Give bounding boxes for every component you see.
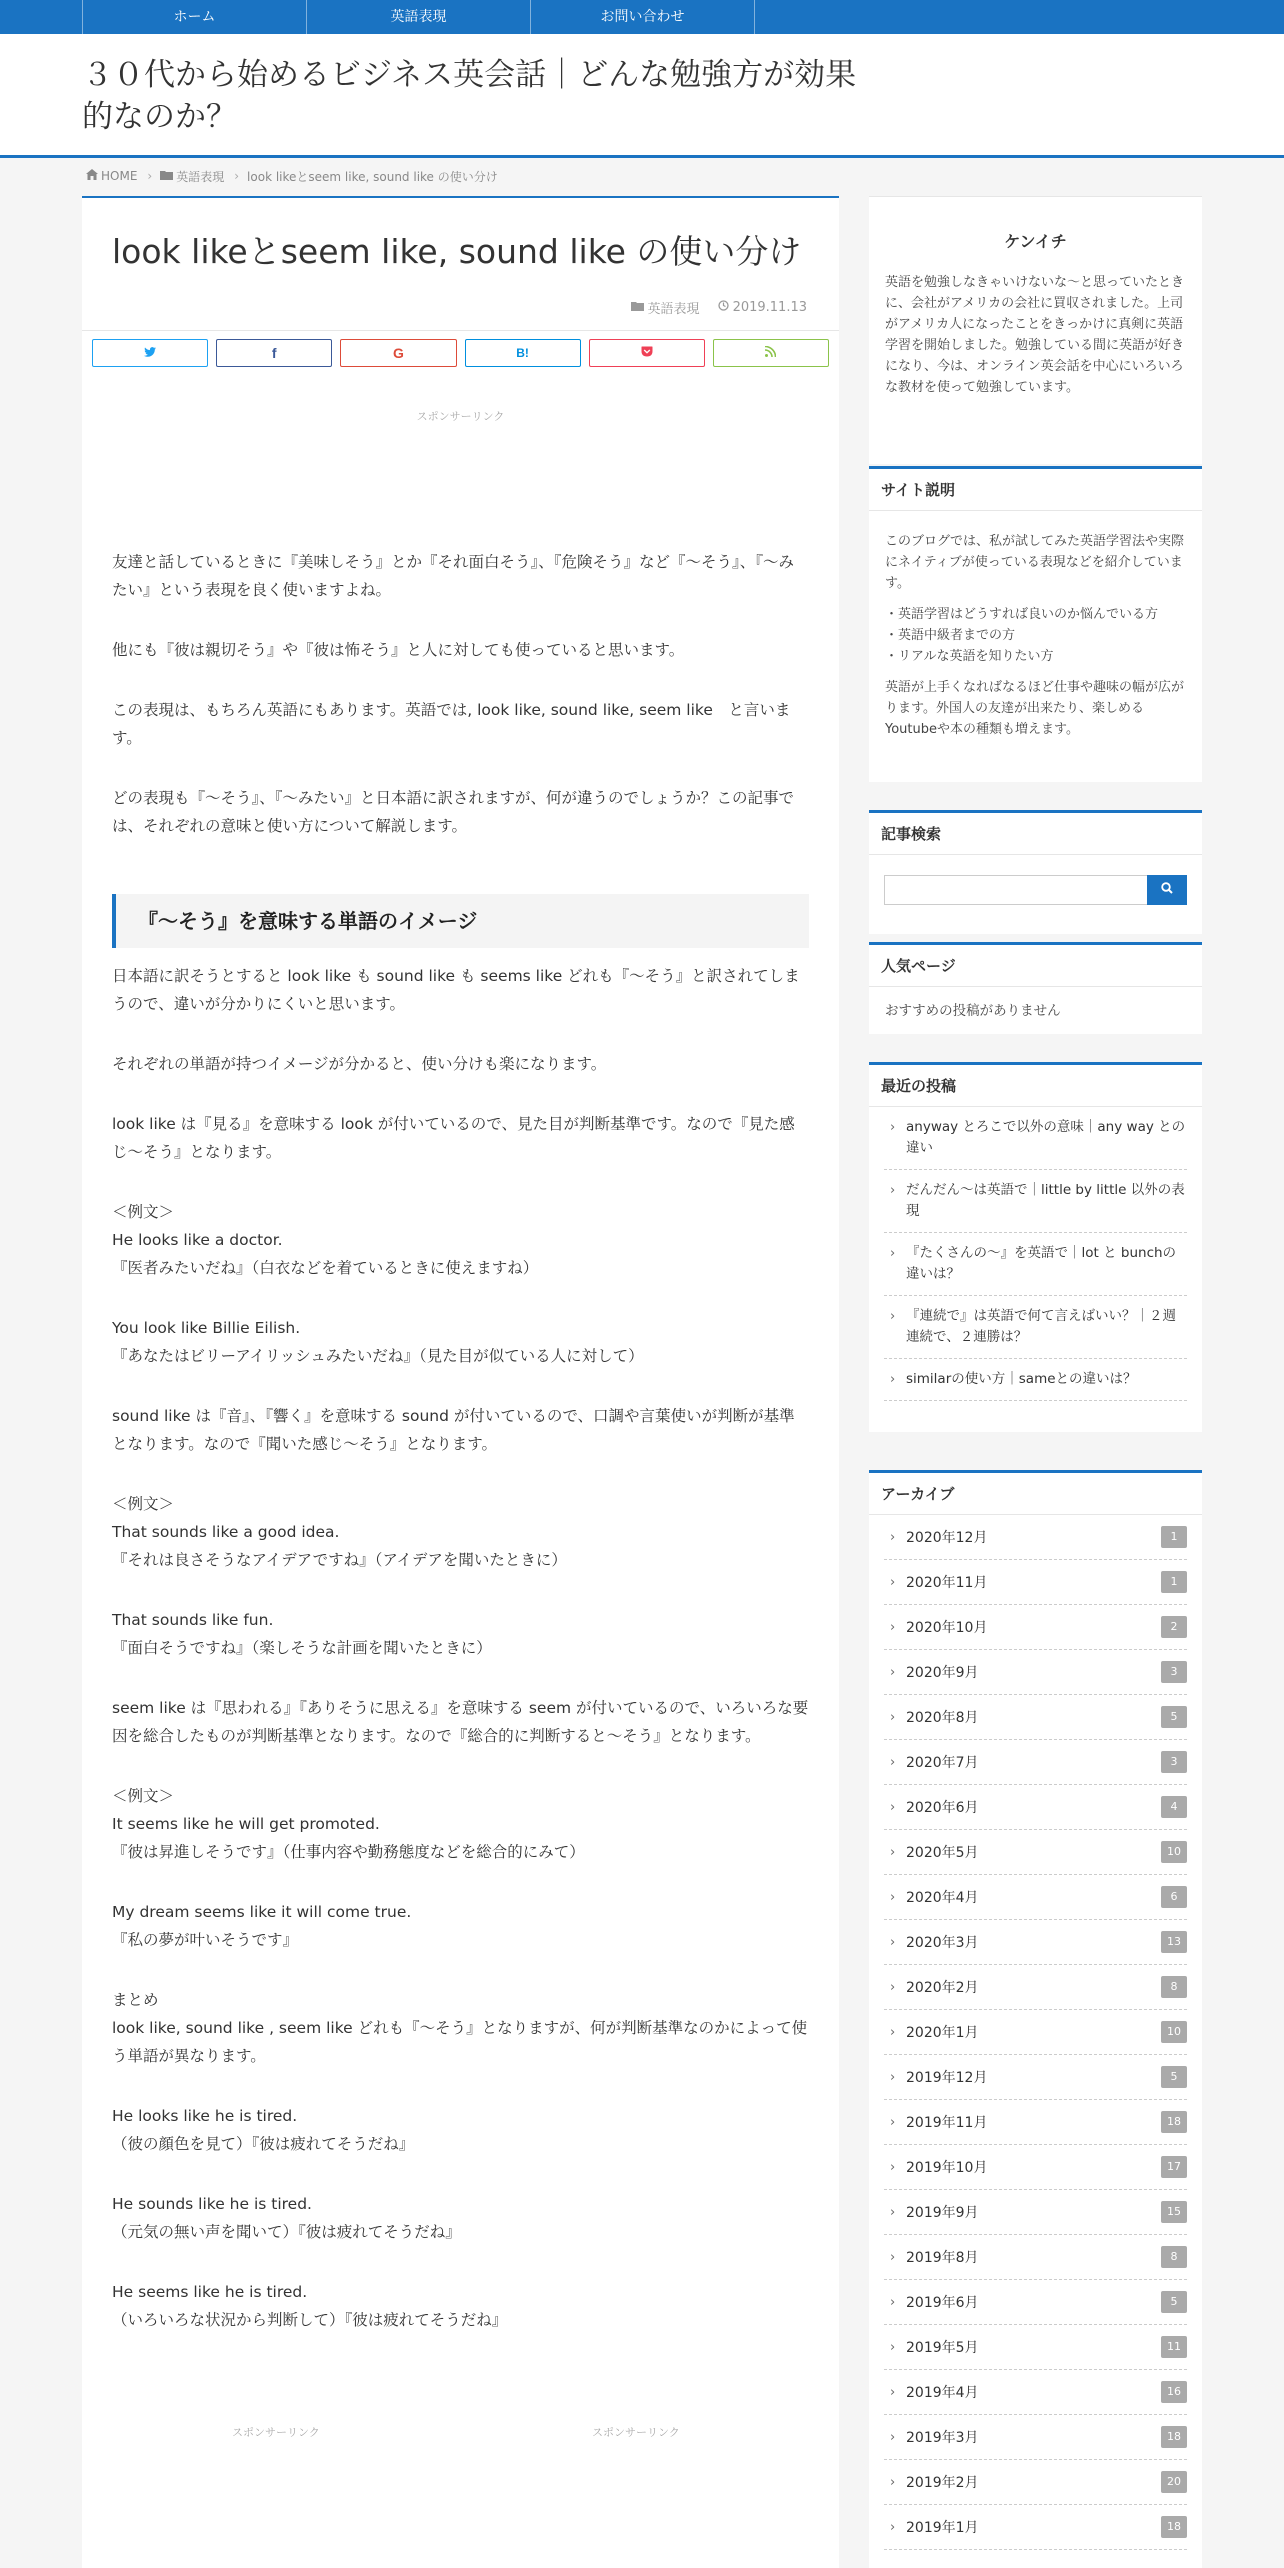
chevron-right-icon: › (890, 2114, 896, 2130)
popular-empty-text: おすすめの投稿がありません (885, 1003, 1061, 1019)
chevron-right-icon: › (890, 1844, 896, 1860)
archive-count-badge: 20 (1161, 2471, 1187, 2493)
site-title[interactable]: ３０代から始めるビジネス英会話｜どんな勉強方が効果的なのか？ (82, 57, 857, 135)
search-button[interactable] (1147, 875, 1187, 905)
share-twitter-button[interactable] (92, 339, 208, 367)
chevron-right-icon: › (234, 169, 240, 183)
rss-icon (765, 345, 776, 361)
chevron-right-icon: › (890, 1799, 896, 1815)
recent-post-title: similarの使い方｜sameとの違いは？ (906, 1371, 1137, 1387)
archive-item[interactable] (884, 2145, 1187, 2190)
archive-label: 2020年6月 (906, 1800, 979, 1816)
chevron-right-icon: › (890, 2069, 896, 2085)
archive-label: 2020年10月 (906, 1620, 988, 1636)
paragraph (112, 1606, 809, 1662)
archive-item[interactable] (884, 2235, 1187, 2280)
archive-label: 2020年5月 (906, 1845, 979, 1861)
archive-count-badge: 4 (1161, 1796, 1187, 1818)
search-widget (869, 810, 1202, 934)
archive-item[interactable] (884, 1650, 1187, 1695)
chevron-right-icon: › (890, 1372, 896, 1387)
archive-count-badge: 11 (1161, 2336, 1187, 2358)
paragraph-line: まとめ (112, 1991, 159, 2009)
archive-item[interactable] (884, 1875, 1187, 1920)
archive-count-badge: 13 (1161, 1931, 1187, 1953)
archive-count-badge: 15 (1161, 2201, 1187, 2223)
paragraph-line: 『医者みたいだね』（白衣などを着ているときに使えますね） (112, 1259, 539, 1277)
paragraph (112, 1110, 809, 1166)
archive-label: 2019年12月 (906, 2070, 988, 2086)
archive-count-badge: 17 (1161, 2156, 1187, 2178)
paragraph-line: ＜例文＞ (112, 1787, 175, 1805)
recent-post-link[interactable] (884, 1107, 1187, 1170)
archive-item[interactable] (884, 1605, 1187, 1650)
archive-count-badge: 18 (1161, 2111, 1187, 2133)
chevron-right-icon: › (147, 169, 153, 183)
archive-count-badge: 3 (1161, 1661, 1187, 1683)
archive-label: 2020年11月 (906, 1575, 988, 1591)
archive-count-badge: 1 (1161, 1571, 1187, 1593)
archive-label: 2019年10月 (906, 2160, 988, 2176)
popular-widget (869, 942, 1202, 1034)
paragraph-line: sound like は『音』、『響く』を意味する sound が付いているので、口調や言葉使いが判断が基準となります。なので『聞いた感じ〜そう』となります。 (112, 1407, 795, 1453)
widget-title: アーカイブ (869, 1473, 1202, 1515)
archive-widget (869, 1470, 1202, 2568)
archive-item[interactable] (884, 1515, 1187, 1560)
archive-label: 2020年2月 (906, 1980, 979, 1996)
archive-item[interactable] (884, 2460, 1187, 2505)
about-widget (869, 466, 1202, 782)
paragraph (112, 1782, 809, 1866)
post-category[interactable]: 英語表現 (647, 302, 700, 317)
archive-count-badge: 16 (1161, 2381, 1187, 2403)
archive-item[interactable] (884, 2325, 1187, 2370)
about-list-item: ・英語中級者までの方 (885, 628, 1016, 643)
chevron-right-icon: › (890, 1246, 896, 1261)
facebook-icon: f (271, 345, 277, 361)
profile-widget (869, 196, 1202, 464)
breadcrumb-category[interactable]: 英語表現 (176, 169, 225, 184)
paragraph-line: It seems like he will get promoted. (112, 1815, 380, 1833)
paragraph-line: 『私の夢が叶いそうです』 (112, 1931, 299, 1949)
archive-label: 2020年4月 (906, 1890, 979, 1906)
folder-icon (160, 169, 173, 183)
archive-item[interactable] (884, 1740, 1187, 1785)
archive-label: 2019年2月 (906, 2475, 979, 2491)
archive-count-badge: 8 (1161, 1976, 1187, 1998)
archive-count-badge: 10 (1161, 1841, 1187, 1863)
paragraph (112, 2102, 809, 2158)
about-list-item: ・英語学習はどうすれば良いのか悩んでいる方 (885, 607, 1159, 622)
chevron-right-icon: › (890, 2519, 896, 2535)
archive-item[interactable] (884, 1830, 1187, 1875)
site-header (0, 34, 1284, 158)
share-feed-button[interactable] (713, 339, 829, 367)
paragraph-line: My dream seems like it will come true. (112, 1903, 412, 1921)
paragraph-line: He seems like he is tired. (112, 2283, 308, 2301)
google-icon: G (392, 345, 404, 361)
archive-item[interactable] (884, 2280, 1187, 2325)
profile-text: 英語を勉強しなきゃいけないな〜と思っていたときに、会社がアメリカの会社に買収されました。上司がアメリカ人になったことをきっかけに真剣に英語学習を開始しました。勉強している間に英語が好きになり、今は、オンライン英会話を中心にいろいろな教材を使って勉強しています。 (885, 275, 1185, 395)
archive-item[interactable] (884, 2370, 1187, 2415)
chevron-right-icon: › (890, 1574, 896, 1590)
share-hatena-button[interactable] (465, 339, 581, 367)
paragraph: どの表現も『〜そう』、『〜みたい』と日本語に訳されますが、何が違うのでしょうか？この記事では、それぞれの意味と使い方について解説します。 (112, 789, 795, 835)
archive-label: 2020年1月 (906, 2025, 979, 2041)
paragraph (112, 1402, 809, 1458)
paragraph (112, 962, 809, 1018)
paragraph (112, 1898, 809, 1954)
twitter-icon (144, 345, 156, 361)
archive-item[interactable] (884, 2505, 1187, 2550)
archive-item[interactable] (884, 2010, 1187, 2055)
profile-name: ケンイチ (1004, 232, 1067, 251)
post-meta (631, 298, 807, 317)
paragraph-line: 日本語に訳そうとすると look like も sound like も seems like どれも『〜そう』と訳されてしまうので、違いが分かりにくいと思います。 (112, 967, 800, 1013)
archive-item[interactable] (884, 1920, 1187, 1965)
article (82, 196, 839, 2568)
divider (82, 330, 839, 331)
paragraph-line: He looks like a doctor. (112, 1231, 283, 1249)
archive-count-badge: 3 (1161, 1751, 1187, 1773)
archive-count-badge: 5 (1161, 2291, 1187, 2313)
paragraph (112, 2190, 809, 2246)
post-title: look likeとseem like, sound like の使い分け (112, 232, 802, 271)
archive-count-badge: 18 (1161, 2426, 1187, 2448)
archive-item[interactable] (884, 1560, 1187, 1605)
search-icon (1161, 882, 1173, 898)
archive-count-badge: 5 (1161, 2066, 1187, 2088)
paragraph (112, 1314, 809, 1370)
archive-item[interactable] (884, 1965, 1187, 2010)
sponsored-label: スポンサーリンク (416, 410, 505, 423)
archive-label: 2019年6月 (906, 2295, 979, 2311)
paragraph-line: （元気の無い声を聞いて）『彼は疲れてそうだね』 (112, 2223, 461, 2241)
paragraph: この表現は、もちろん英語にもあります。英語では, look like, sound like, seem like と言います。 (112, 701, 791, 747)
breadcrumb (86, 166, 506, 186)
article-body (112, 962, 809, 2366)
about-text: 英語が上手くなればなるほど仕事や趣味の幅が広がります。外国人の友達が出来たり、楽しめるYoutubeや本の種類も増えます。 (885, 680, 1185, 737)
top-nav (0, 0, 1284, 34)
paragraph-line: （いろいろな状況から判断して）『彼は疲れてそうだね』 (112, 2311, 508, 2329)
widget-title: サイト説明 (869, 469, 1202, 511)
paragraph (112, 1198, 809, 1282)
chevron-right-icon: › (890, 2429, 896, 2445)
paragraph-line: ＜例文＞ (112, 1203, 175, 1221)
paragraph (112, 2278, 809, 2334)
paragraph (112, 1490, 809, 1574)
article-intro (112, 548, 809, 840)
chevron-right-icon: › (890, 2204, 896, 2220)
paragraph-line: seem like は『思われる』『ありそうに思える』を意味する seem が付いているので、いろいろな要因を総合したものが判断基準となります。なので『総合的に判断すると〜そう』となります。 (112, 1699, 809, 1745)
pocket-icon (641, 345, 653, 361)
archive-label: 2020年12月 (906, 1530, 988, 1546)
recent-post-link[interactable] (884, 1359, 1187, 1401)
chevron-right-icon: › (890, 2339, 896, 2355)
chevron-right-icon: › (890, 1529, 896, 1545)
archive-count-badge: 10 (1161, 2021, 1187, 2043)
post-date: 2019.11.13 (732, 300, 807, 315)
recent-post-link[interactable] (884, 1233, 1187, 1296)
share-buttons (92, 339, 829, 367)
recent-post-link[interactable] (884, 1170, 1187, 1233)
recent-posts-widget (869, 1062, 1202, 1432)
paragraph-line: That sounds like a good idea. (112, 1523, 340, 1541)
paragraph (112, 1694, 809, 1750)
paragraph-line: それぞれの単語が持つイメージが分かると、使い分けも楽になります。 (112, 1055, 607, 1073)
recent-post-title: だんだん〜は英語で｜little by little 以外の表現 (906, 1182, 1185, 1219)
archive-label: 2019年11月 (906, 2115, 988, 2131)
breadcrumb-home[interactable]: HOME (101, 169, 138, 183)
archive-label: 2020年7月 (906, 1755, 979, 1771)
sponsored-label: スポンサーリンク (592, 2426, 680, 2439)
share-google-button[interactable] (340, 339, 456, 367)
nav-item-home[interactable]: ホーム (83, 0, 307, 34)
section-heading: 『〜そう』を意味する単語のイメージ (112, 894, 809, 948)
share-pocket-button[interactable] (589, 339, 705, 367)
paragraph-line: ＜例文＞ (112, 1495, 175, 1513)
archive-label: 2020年8月 (906, 1710, 979, 1726)
archive-count-badge: 2 (1161, 1616, 1187, 1638)
archive-item[interactable] (884, 1785, 1187, 1830)
paragraph (112, 1986, 809, 2070)
paragraph-line: You look like Billie Eilish. (112, 1319, 301, 1337)
home-icon (86, 169, 98, 183)
paragraph-line: look like は『見る』を意味する look が付いているので、見た目が判断基準です。なので『見た感じ〜そう』となります。 (112, 1115, 795, 1161)
hatena-icon: B! (516, 346, 529, 360)
recent-post-title: 『たくさんの〜』を英語で｜lot と bunchの違いは？ (906, 1245, 1177, 1282)
archive-count-badge: 6 (1161, 1886, 1187, 1908)
chevron-right-icon: › (890, 2249, 896, 2265)
archive-count-badge: 8 (1161, 2246, 1187, 2268)
paragraph: 他にも『彼は親切そう』や『彼は怖そう』と人に対しても使っていると思います。 (112, 641, 685, 659)
sponsored-label: スポンサーリンク (232, 2426, 320, 2439)
archive-item[interactable] (884, 2055, 1187, 2100)
about-list-item: ・リアルな英語を知りたい方 (885, 649, 1054, 664)
archive-item[interactable] (884, 2100, 1187, 2145)
chevron-right-icon: › (890, 2159, 896, 2175)
share-facebook-button[interactable] (216, 339, 332, 367)
archive-item[interactable] (884, 1695, 1187, 1740)
chevron-right-icon: › (890, 1709, 896, 1725)
nav-item-contact[interactable]: お問い合わせ (531, 0, 755, 34)
chevron-right-icon: › (890, 1889, 896, 1905)
paragraph-line: 『彼は昇進しそうです』（仕事内容や勤務態度などを総合的にみて） (112, 1843, 585, 1861)
archive-count-badge: 5 (1161, 1706, 1187, 1728)
archive-label: 2019年5月 (906, 2340, 979, 2356)
recent-post-link[interactable] (884, 1296, 1187, 1359)
archive-label: 2019年8月 (906, 2250, 979, 2266)
chevron-right-icon: › (890, 2384, 896, 2400)
paragraph-line: （彼の顔色を見て）『彼は疲れてそうだね』 (112, 2135, 415, 2153)
archive-count-badge: 18 (1161, 2516, 1187, 2538)
chevron-right-icon: › (890, 2294, 896, 2310)
chevron-right-icon: › (890, 1120, 896, 1135)
chevron-right-icon: › (890, 2474, 896, 2490)
nav-item-english-expressions[interactable]: 英語表現 (307, 0, 531, 34)
folder-icon (631, 300, 644, 315)
chevron-right-icon: › (890, 1979, 896, 1995)
paragraph-line: 『面白そうですね』（楽しそうな計画を聞いたときに） (112, 1639, 492, 1657)
paragraph (112, 1050, 809, 1078)
chevron-right-icon: › (890, 1619, 896, 1635)
paragraph: 友達と話しているときに『美味しそう』とか『それ面白そう』、『危険そう』など『〜そう』、『〜みたい』という表現を良く使いますよね。 (112, 553, 795, 599)
archive-label: 2019年4月 (906, 2385, 979, 2401)
chevron-right-icon: › (890, 1309, 896, 1324)
chevron-right-icon: › (890, 1934, 896, 1950)
chevron-right-icon: › (890, 1754, 896, 1770)
paragraph-line: That sounds like fun. (112, 1611, 274, 1629)
clock-icon (718, 300, 729, 315)
archive-count-badge: 1 (1161, 1526, 1187, 1548)
paragraph-line: He looks like he is tired. (112, 2107, 298, 2125)
recent-post-title: anyway とろこで以外の意味｜any way との違い (906, 1119, 1186, 1156)
archive-label: 2019年9月 (906, 2205, 979, 2221)
paragraph-line: 『あなたはビリーアイリッシュみたいだね』（見た目が似ている人に対して） (112, 1347, 644, 1365)
chevron-right-icon: › (890, 1664, 896, 1680)
recent-post-title: 『連続で』は英語で何て言えばいい？｜２週連続で、２連勝は？ (906, 1308, 1176, 1345)
paragraph-line: 『それは良さそうなアイデアですね』（アイデアを聞いたときに） (112, 1551, 567, 1569)
archive-item[interactable] (884, 2190, 1187, 2235)
archive-label: 2019年1月 (906, 2520, 979, 2536)
search-input[interactable] (884, 875, 1147, 905)
about-text: このブログでは、私が試してみた英語学習法や実際にネイティブが使っている表現などを紹介しています。 (885, 534, 1185, 591)
archive-label: 2020年3月 (906, 1935, 979, 1951)
paragraph-line: He sounds like he is tired. (112, 2195, 312, 2213)
chevron-right-icon: › (890, 1183, 896, 1198)
archive-label: 2020年9月 (906, 1665, 979, 1681)
chevron-right-icon: › (890, 2024, 896, 2040)
breadcrumb-current: look likeとseem like, sound like の使い分け (247, 169, 498, 184)
archive-item[interactable] (884, 2415, 1187, 2460)
archive-label: 2019年3月 (906, 2430, 979, 2446)
widget-title: 最近の投稿 (869, 1065, 1202, 1107)
paragraph-line: look like, sound like , seem like どれも『〜そう』となりますが、何が判断基準なのかによって使う単語が異なります。 (112, 2019, 808, 2065)
widget-title: 記事検索 (869, 813, 1202, 855)
widget-title: 人気ページ (869, 945, 1202, 987)
